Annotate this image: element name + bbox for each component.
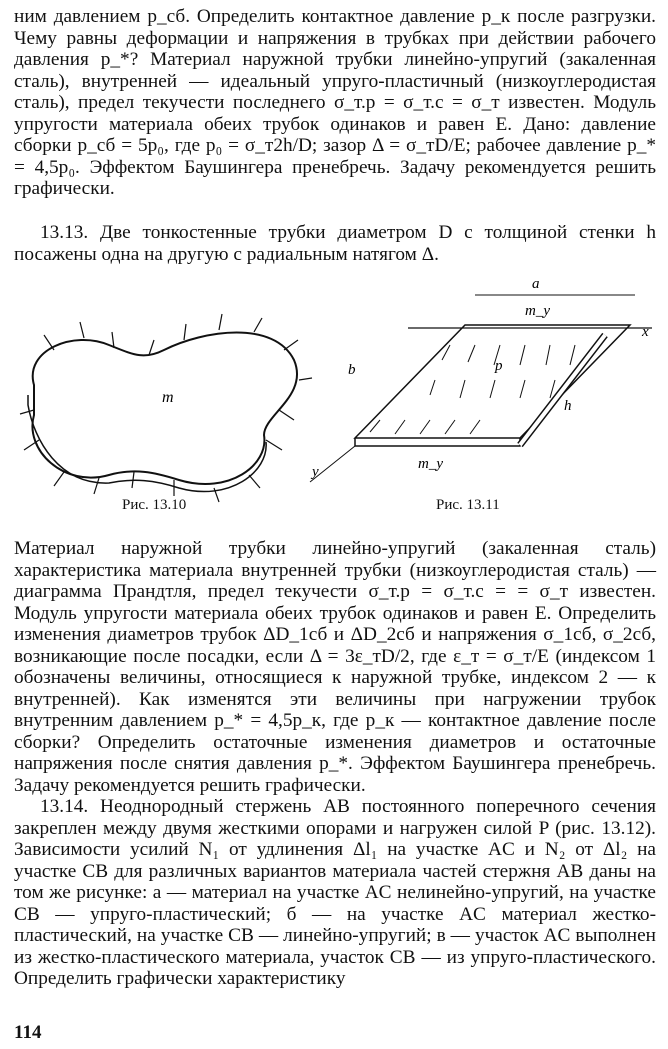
- page-number: 114: [14, 1022, 42, 1043]
- fig2-label-my-top: m_y: [525, 303, 550, 319]
- fig2-label-a: a: [532, 276, 540, 292]
- figure-13-11: [300, 270, 660, 520]
- fig2-label-p: p: [495, 358, 503, 374]
- figure-13-10: [14, 290, 314, 520]
- fig2-label-x: x: [642, 324, 649, 340]
- fig1-label-m: m: [162, 389, 174, 406]
- paragraph-problem-13-12-end: ним давлением p_сб. Определить контактное давление p_к после разгрузки. Чему равны деформации и напряжения в трубках при действии рабочего давления p_*? Материал наружной трубки линейно-упругий (закаленная сталь), внутренней — идеальный упруго-пластичный (низкоуглеродистая сталь), предел текучести последнего σ_т.р = σ_т.с = σ_т известен. Модуль упругости материала обеих трубок одинаков и равен E. Дано: давление сборки p_сб = 5p₀, где p₀ = σ_т2h/D; зазор Δ = σ_тD/E; рабочее давление p_* = 4,5p₀. Эффектом Баушингера пренебречь. Задачу рекомендуется решить графически.: [14, 6, 656, 199]
- caption-fig-13-11: Рис. 13.11: [436, 497, 500, 513]
- paragraph-problem-13-14: 13.14. Неоднородный стержень AB постоянного поперечного сечения закреплен между двумя жесткими опорами и нагружен силой P (рис. 13.12). Зависимости усилий N₁ от удлинения Δl₁ на участке AC и N₂ от Δl₂ на участке CB для различных вариантов материала частей стержня AB даны на том же рисунке: а — материал на участке AC нелинейно-упругий, на участке CB — упруго-пластический; б — на участке AC материал жестко-пластический, на участке CB — линейно-упругий; в — участок AC выполнен из жестко-пластического материала, участок CB — из упруго-пластического. Определить графически характеристику: [14, 796, 656, 989]
- fig2-label-y: y: [312, 464, 319, 480]
- caption-fig-13-10: Рис. 13.10: [122, 497, 187, 513]
- fig2-label-h: h: [564, 398, 572, 414]
- fig2-label-b: b: [348, 362, 356, 378]
- paragraph-problem-13-13-start: 13.13. Две тонкостенные трубки диаметром D с толщиной стенки h посажены одна на другую с радиальным натягом Δ.: [14, 222, 656, 265]
- fig2-label-my-bottom: m_y: [418, 456, 443, 472]
- paragraph-problem-13-13-cont: Материал наружной трубки линейно-упругий (закаленная сталь) характеристика материала внутренней трубки (низкоуглеродистая сталь) — диаграмма Прандтля, предел текучести σ_т.р = σ_т.с = = σ_т известен. Модуль упругости материала обеих трубок одинаков и равен E. Определить изменения диаметров трубок ΔD_1сб и ΔD_2сб и напряжения σ_1сб, σ_2сб, возникающие после посадки, если Δ = 3ε_тD/2, где ε_т = σ_т/E (индексом 1 обозначены величины, относящиеся к наружной трубке, индексом 2 — к внутренней). Как изменятся эти величины при нагружении трубок внутренним давлением p_* = 4,5p_к, где p_к — контактное давление после сборки? Определить остаточные изменения диаметров и остаточные напряжения после снятия давления p_*. Эффектом Баушингера пренебречь. Задачу рекомендуется решить графически.: [14, 538, 656, 796]
